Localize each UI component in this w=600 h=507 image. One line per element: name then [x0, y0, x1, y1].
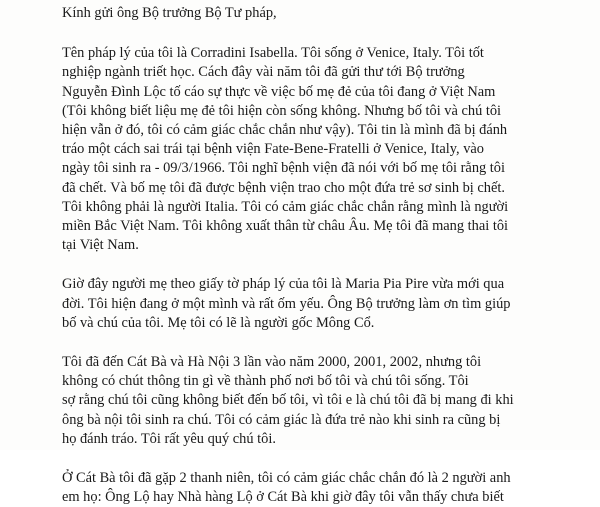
- text-line: đã chết. Và bố mẹ tôi đã được bệnh viện trao cho một đứa trẻ sơ sinh bị chết.: [62, 179, 505, 196]
- text-line: sợ rằng chú tôi cũng không biết đến bố tôi, vì tôi e là chú tôi đã bị mang đi khi: [62, 392, 514, 409]
- text-line: em họ: Ông Lộ hay Nhà hàng Lộ ở Cát Bà khi giờ đây tôi vẫn thấy chưa biết: [62, 489, 504, 506]
- text-line: Tôi đã đến Cát Bà và Hà Nội 3 lần vào năm 2000, 2001, 2002, nhưng tôi: [62, 354, 482, 371]
- text-line: ông bà nội tôi sinh ra chú. Tôi có cảm giác là đứa trẻ nào khi sinh ra cũng bị: [62, 411, 501, 428]
- text-line: hiện vẫn ở đó, tôi có cảm giác chắc chắn như vậy). Tôi tin là mình đã bị đánh: [62, 122, 508, 139]
- text-line: (Tôi không biết liệu mẹ đẻ tôi hiện còn sống không. Nhưng bố tôi và chú tôi: [62, 102, 502, 119]
- text-line: Tôi không phải là người Italia. Tôi có cảm giác chắc chắn rằng mình là người: [62, 198, 509, 215]
- text-line: đời. Tôi hiện đang ở một mình và rất ốm yếu. Ông Bộ trưởng làm ơn tìm giúp: [62, 295, 511, 312]
- paragraph-3: [62, 353, 560, 449]
- salutation: Kính gửi ông Bộ trưởng Bộ Tư pháp,: [62, 5, 277, 21]
- text-line: bố và chú của tôi. Mẹ tôi có lẽ là người gốc Mông Cổ.: [62, 314, 375, 331]
- paragraph-4: [62, 469, 560, 507]
- text-line: Giờ đây người mẹ theo giấy tờ pháp lý của tôi là Maria Pia Pire vừa mới qua: [62, 276, 505, 293]
- paragraph-1: [62, 44, 560, 255]
- text-line: miền Bắc Việt Nam. Tôi không xuất thân từ châu Âu. Mẹ tôi đã mang thai tôi: [62, 218, 509, 235]
- text-line: tại Việt Nam.: [62, 237, 139, 254]
- text-line: không có chút thông tin gì về thành phố nơi bố tôi và chú tôi sống. Tôi: [62, 373, 469, 390]
- text-line: Nguyễn Đình Lộc tố cáo sự thực về việc bố mẹ đẻ của tôi đang ở Việt Nam: [62, 83, 496, 100]
- text-line: nghiệp ngành triết học. Cách đây vài năm tôi đã gửi thư tới Bộ trưởng: [62, 64, 465, 81]
- text-line: Ở Cát Bà tôi đã gặp 2 thanh niên, tôi có cảm giác chắc chắn đó là 2 người anh: [62, 470, 511, 487]
- paragraph-2: [62, 275, 560, 333]
- text-line: Tên pháp lý của tôi là Corradini Isabella. Tôi sống ở Venice, Italy. Tôi tốt: [62, 45, 484, 62]
- text-line: họ đánh tráo. Tôi rất yêu quý chú tôi.: [62, 430, 276, 447]
- text-line: ngày tôi sinh ra - 09/3/1966. Tôi nghĩ bệnh viện đã nói với bố mẹ tôi rằng tôi: [62, 160, 506, 177]
- text-line: tráo một cách sai trái tại bệnh viện Fate-Bene-Fratelli ở Venice, Italy, vào: [62, 141, 484, 158]
